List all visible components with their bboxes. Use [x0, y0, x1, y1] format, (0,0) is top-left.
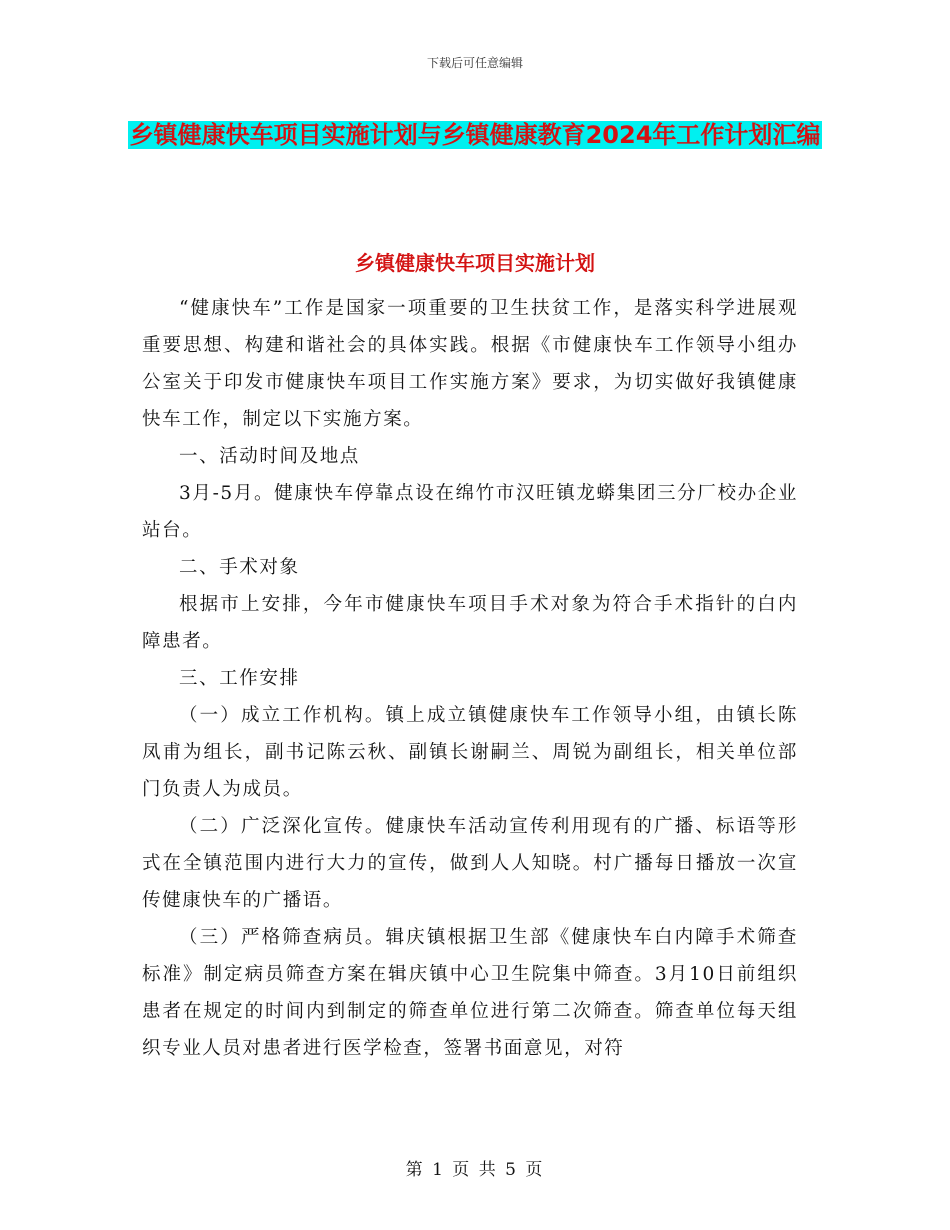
paragraph: （一）成立工作机构。镇上成立镇健康快车工作领导小组，由镇长陈凤甫为组长，副书记陈云秋、副镇长谢嗣兰、周锐为副组长，相关单位部门负责人为成员。 — [142, 705, 798, 800]
paragraph: （二）广泛深化宣传。健康快车活动宣传利用现有的广播、标语等形式在全镇范围内进行大力的宣传，做到人人知晓。村广播每日播放一次宣传健康快车的广播语。 — [142, 816, 798, 911]
paragraph: 三、工作安排 — [179, 668, 300, 689]
paragraph: 一、活动时间及地点 — [179, 446, 360, 467]
paragraph: （三）严格筛查病员。辑庆镇根据卫生部《健康快车白内障手术筛查标准》制定病员筛查方案在辑庆镇中心卫生院集中筛查。3月10日前组织患者在规定的时间内到制定的筛查单位进行第二次筛查。筛查单位每天组织专业人员对患者进行医学检查，签署书面意见，对符 — [142, 927, 798, 1059]
header-note: 下载后可任意编辑 — [426, 56, 523, 70]
paragraph: 3月-5月。健康快车停靠点设在绵竹市汉旺镇龙蟒集团三分厂校办企业站台。 — [142, 483, 798, 541]
document-body — [142, 290, 798, 1067]
paragraph: 二、手术对象 — [179, 557, 300, 578]
section-title: 乡镇健康快车项目实施计划 — [355, 251, 595, 275]
paragraph: 根据市上安排，今年市健康快车项目手术对象为符合手术指针的白内障患者。 — [142, 594, 798, 652]
document-title-text: 乡镇健康快车项目实施计划与乡镇健康教育2024年工作计划汇编 — [129, 121, 821, 149]
document-title — [120, 114, 830, 156]
paragraph: “健康快车”工作是国家一项重要的卫生扶贫工作，是落实科学进展观重要思想、构建和谐社会的具体实践。根据《市健康快车工作领导小组办公室关于印发市健康快车项目工作实施方案》要求，为切实做好我镇健康快车工作，制定以下实施方案。 — [142, 298, 798, 430]
page-footer: 第 1 页 共 5 页 — [405, 1160, 545, 1180]
